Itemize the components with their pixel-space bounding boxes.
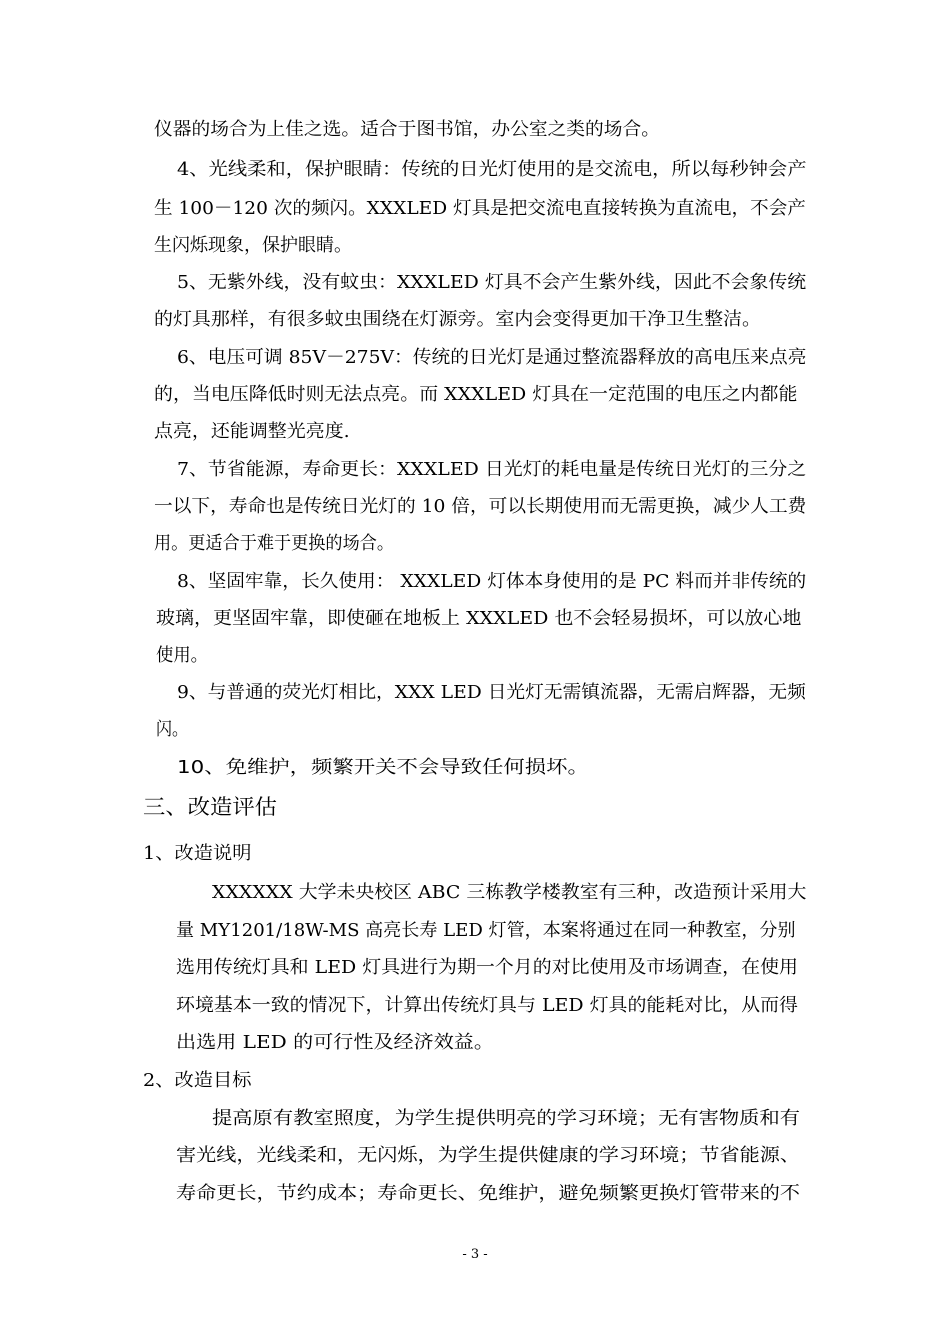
text-line: 寿命更长，节约成本；寿命更长、免维护，避免频繁更换灯管带来的不 <box>176 1183 800 1204</box>
text-line: 玻璃，更坚固牢靠，即使砸在地板上 XXXLED 也不会轻易损坏，可以放心地 <box>156 608 802 629</box>
text-line: 使用。 <box>156 645 208 666</box>
text-line: 选用传统灯具和 LED 灯具进行为期一个月的对比使用及市场调查，在使用 <box>176 957 798 978</box>
text-line: 点亮，还能调整光亮度. <box>154 421 350 442</box>
text-line: 10、免维护，频繁开关不会导致任何损坏。 <box>177 757 589 778</box>
text-line: 量 MY1201/18W-MS 高亮长寿 LED 灯管，本案将通过在同一种教室，分别 <box>176 920 796 941</box>
text-line: 8、坚固牢靠，长久使用： XXXLED 灯体本身使用的是 PC 料而并非传统的 <box>177 571 807 592</box>
text-line: 仪器的场合为上佳之选。适合于图书馆，办公室之类的场合。 <box>154 119 660 140</box>
text-line: 7、节省能源，寿命更长：XXXLED 日光灯的耗电量是传统日光灯的三分之 <box>177 459 807 480</box>
text-line: 出选用 LED 的可行性及经济效益。 <box>176 1032 494 1053</box>
text-line: 的，当电压降低时则无法点亮。而 XXXLED 灯具在一定范围的电压之内都能 <box>154 384 798 405</box>
text-line: 5、无紫外线，没有蚊虫：XXXLED 灯具不会产生紫外线，因此不会象传统 <box>177 272 807 293</box>
page-number: - 3 - <box>462 1247 488 1262</box>
text-line: 生 100－120 次的频闪。XXXLED 灯具是把交流电直接转换为直流电，不会产 <box>154 198 806 219</box>
text-line: 闪。 <box>156 719 188 740</box>
text-line: 用。更适合于难于更换的场合。 <box>154 533 394 554</box>
text-line: 6、电压可调 85V－275V：传统的日光灯是通过整流器释放的高电压来点亮 <box>177 347 807 368</box>
text-line: XXXXXX 大学未央校区 ABC 三栋教学楼教室有三种，改造预计采用大 <box>212 882 807 903</box>
text-line: 一以下，寿命也是传统日光灯的 10 倍，可以长期使用而无需更换，减少人工费 <box>154 496 807 517</box>
text-line: 提高原有教室照度，为学生提供明亮的学习环境；无有害物质和有 <box>212 1108 800 1129</box>
text-line: 生闪烁现象，保护眼睛。 <box>154 235 352 256</box>
text-line: 9、与普通的荧光灯相比，XXX LED 日光灯无需镇流器，无需启辉器，无频 <box>177 682 806 703</box>
subsection-heading: 2、改造目标 <box>143 1070 252 1091</box>
text-line: 环境基本一致的情况下，计算出传统灯具与 LED 灯具的能耗对比，从而得 <box>176 995 798 1016</box>
text-line: 的灯具那样，有很多蚊虫围绕在灯源旁。室内会变得更加干净卫生整洁。 <box>154 309 761 330</box>
text-line: 害光线，光线柔和，无闪烁，为学生提供健康的学习环境；节省能源、 <box>176 1145 800 1166</box>
text-line: 4、光线柔和，保护眼睛：传统的日光灯使用的是交流电，所以每秒钟会产 <box>177 159 807 180</box>
subsection-heading: 1、改造说明 <box>143 843 252 864</box>
section-heading: 三、改造评估 <box>143 795 277 819</box>
